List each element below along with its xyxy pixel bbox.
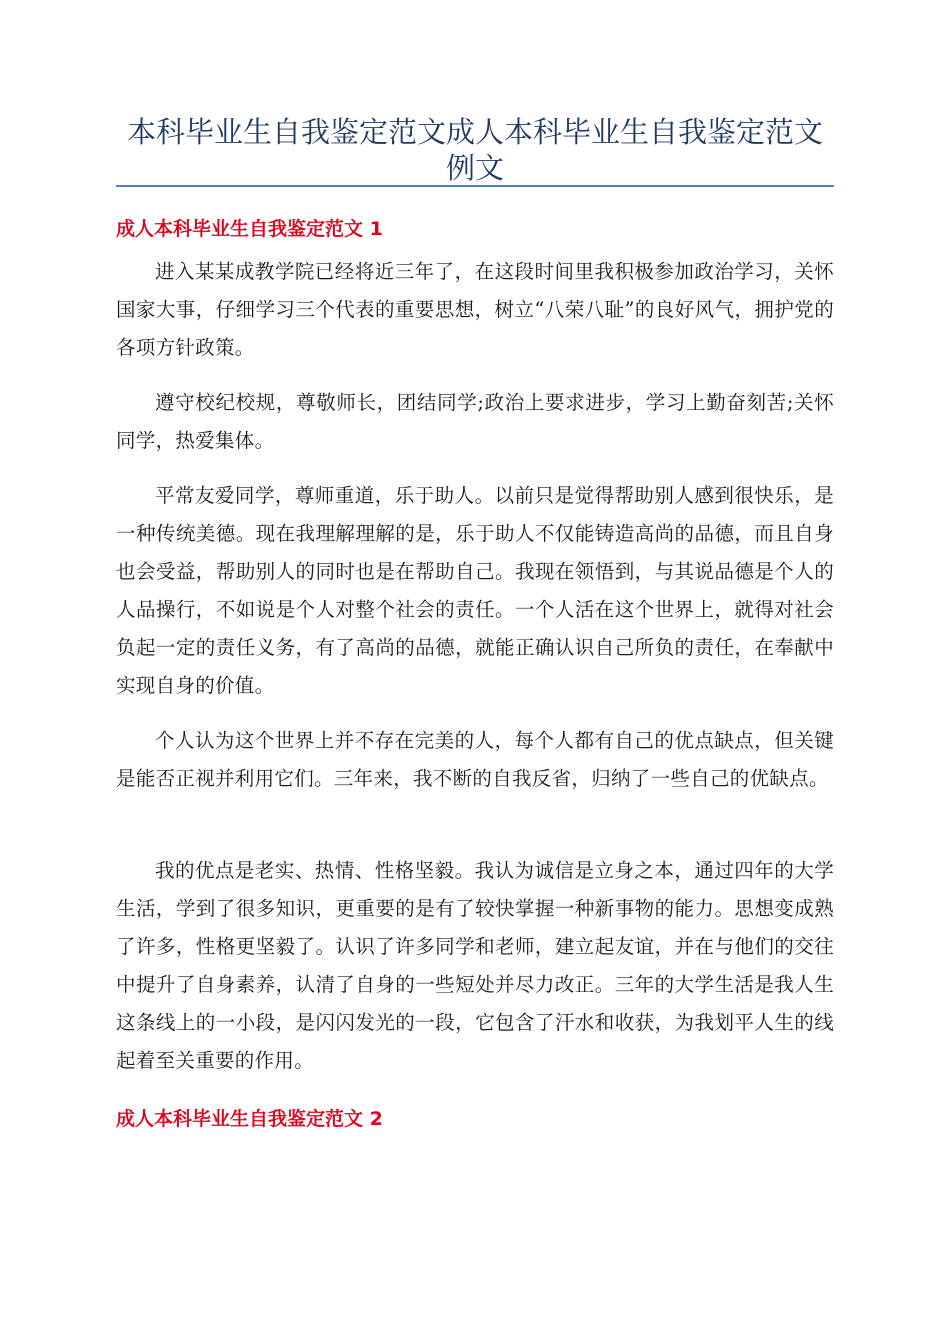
section-heading-1: 成人本科毕业生自我鉴定范文 1 xyxy=(116,218,383,240)
document-title: 本科毕业生自我鉴定范文成人本科毕业生自我鉴定范文例文 xyxy=(126,115,823,185)
paragraph-5: 我的优点是老实、热情、性格坚毅。我认为诚信是立身之本，通过四年的大学生活，学到了很多知识，更重要的是有了较快掌握一种新事物的能力。思想变成熟了许多，性格更坚毅了。认识了许多同学和老师，建立起友谊，并在与他们的交往中提升了自身素养，认清了自身的一些短处并尽力改正。三年的大学生活是我人生这条线上的一小段，是闪闪发光的一段，它包含了汗水和收获，为我划平人生的线起着至关重要的作用。 xyxy=(116,859,834,1072)
section-heading-2: 成人本科毕业生自我鉴定范文 2 xyxy=(116,1108,383,1130)
title-divider xyxy=(116,185,834,187)
paragraph-1: 进入某某成教学院已经将近三年了，在这段时间里我积极参加政治学习，关怀国家大事，仔细学习三个代表的重要思想，树立“八荣八耻”的良好风气，拥护党的各项方针政策。 xyxy=(116,260,834,359)
paragraph-2: 遵守校纪校规，尊敬师长，团结同学;政治上要求进步，学习上勤奋刻苦;关怀同学，热爱集体。 xyxy=(116,391,834,452)
paragraph-3: 平常友爱同学，尊师重道，乐于助人。以前只是觉得帮助别人感到很快乐，是一种传统美德。现在我理解理解的是，乐于助人不仅能铸造高尚的品德，而且自身也会受益，帮助别人的同时也是在帮助自己。我现在领悟到，与其说品德是个人的人品操行，不如说是个人对整个社会的责任。一个人活在这个世界上，就得对社会负起一定的责任义务，有了高尚的品德，就能正确认识自己所负的责任，在奉献中实现自身的价值。 xyxy=(116,484,834,697)
paragraph-4: 个人认为这个世界上并不存在完美的人，每个人都有自己的优点缺点，但关键是能否正视并利用它们。三年来，我不断的自我反省，归纳了一些自己的优缺点。 xyxy=(116,729,834,790)
